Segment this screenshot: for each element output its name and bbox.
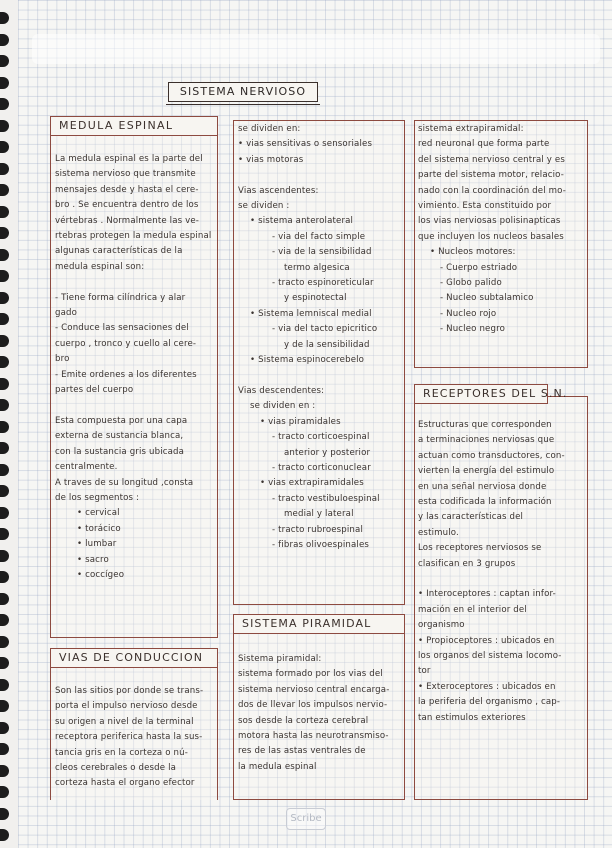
text-line: - tracto corticonuclear [272, 462, 371, 473]
segment-item [55, 568, 217, 583]
spiral-ring [0, 786, 9, 798]
vias-conduccion-text [55, 684, 217, 792]
spiral-ring [0, 77, 9, 89]
spiral-ring [0, 722, 9, 734]
text-line: y las características del [418, 512, 524, 523]
text-line: Vias descendentes: [238, 385, 325, 396]
text-line: los vias nerviosas polisinapticas [418, 216, 561, 227]
spiral-ring [0, 120, 9, 132]
spiral-ring [0, 442, 9, 454]
text-line: estimulo. [418, 527, 459, 538]
text-line: vértebras . Normalmente las ve- [55, 215, 200, 226]
text-line: Son las sitios por donde se trans- [55, 686, 204, 696]
text-line: La medula espinal es la parte del [55, 154, 203, 164]
text-line: cuerpo , tronco y cuello al cere- [55, 338, 197, 349]
text-line: Esta compuesta por una capa [55, 415, 188, 426]
text-line: partes del cuerpo [55, 385, 134, 396]
text-line: dos de llevar los impulsos nervio- [238, 700, 388, 711]
spiral-ring [0, 679, 9, 691]
spiral-ring [0, 636, 9, 648]
text-line: se dividen en : [250, 401, 316, 412]
text-line: • Sistema lemniscal medial [250, 308, 372, 319]
text-line: nado con la coordinación del mo- [418, 185, 566, 196]
text-line: sistema extrapiramidal: [418, 124, 524, 134]
text-line: los organos del sistema locomo- [418, 651, 562, 662]
text-line: - Conduce las sensaciones del [55, 323, 189, 334]
text-line: • Sistema espinocerebelo [250, 355, 365, 366]
text-line: • vias piramidales [260, 416, 341, 427]
spiral-ring [0, 485, 9, 497]
text-line: gado [55, 308, 78, 319]
spiral-ring [0, 700, 9, 712]
text-line: se dividen en: [238, 124, 301, 134]
bullet-icon: • [77, 523, 86, 534]
text-line: • vias sensitivas o sensoriales [238, 139, 373, 150]
text-line: • Propioceptores : ubicados en [418, 635, 555, 646]
text-line: - Tiene forma cilíndrica y alar [55, 292, 186, 303]
text-line: externa de sustancia blanca, [55, 431, 184, 442]
text-line: sistema nervioso central encarga- [238, 684, 390, 695]
segment-label: lumbar [85, 539, 117, 550]
text-line: centralmente. [55, 462, 118, 473]
text-line: se dividen : [238, 201, 290, 212]
text-line: Sistema piramidal: [238, 654, 322, 664]
text-line: tancia gris en la corteza o nú- [55, 747, 188, 758]
text-line: y de la sensibilidad [284, 339, 370, 350]
spiral-ring [0, 227, 9, 239]
bullet-icon: • [77, 539, 86, 550]
text-line: la medula espinal [238, 761, 317, 772]
spiral-ring [0, 55, 9, 67]
segment-item [55, 537, 217, 552]
spiral-ring [0, 507, 9, 519]
spiral-ring [0, 163, 9, 175]
text-line: sos desde la corteza cerebral [238, 715, 369, 726]
text-line [55, 398, 217, 413]
text-line: cleos cerebrales o desde la [55, 763, 177, 774]
text-line: actuan como transductores, con- [418, 450, 565, 461]
spiral-ring [0, 765, 9, 777]
spiral-ring [0, 743, 9, 755]
text-line: - via del tacto epicritico [272, 324, 378, 335]
text-line: red neuronal que forma parte [418, 139, 550, 150]
spiral-ring [0, 184, 9, 196]
spiral-ring [0, 399, 9, 411]
text-line: - via de la sensibilidad [272, 247, 372, 258]
text-line: algunas características de la [55, 246, 183, 257]
text-line: sistema formado por los vias del [238, 669, 383, 680]
text-line: organismo [418, 620, 465, 631]
text-line: clasifican en 3 grupos [418, 558, 516, 569]
spiral-binding [0, 0, 18, 848]
text-line [238, 168, 404, 183]
text-line: Estructuras que corresponden [418, 420, 552, 430]
spiral-ring [0, 614, 9, 626]
segment-label: torácico [85, 523, 121, 534]
text-line: parte del sistema motor, relacio- [418, 170, 564, 181]
text-line: su origen a nivel de la terminal [55, 716, 194, 727]
text-line: - Nucleo subtalamico [440, 293, 534, 304]
text-line: sistema nervioso que transmite [55, 169, 196, 180]
spiral-ring [0, 657, 9, 669]
page-title: SISTEMA NERVIOSO [168, 82, 318, 102]
text-line: • Interoceptores : captan infor- [418, 589, 556, 600]
spiral-ring [0, 335, 9, 347]
sistema-piramidal-text [238, 652, 404, 775]
watermark-logo: Scribe [286, 808, 326, 830]
medula-espinal-title: MEDULA ESPINAL [50, 116, 218, 136]
spiral-ring [0, 378, 9, 390]
text-line: A traves de su longitud ,consta [55, 477, 194, 488]
text-line [55, 275, 217, 290]
text-line: Los receptores nerviosos se [418, 543, 542, 554]
text-line: que incluyen los nucleos basales [418, 231, 564, 242]
text-line: - tracto corticoespinal [272, 432, 370, 443]
spiral-ring [0, 464, 9, 476]
spiral-ring [0, 550, 9, 562]
spiral-ring [0, 292, 9, 304]
spiral-ring [0, 593, 9, 605]
bullet-icon: • [77, 554, 86, 565]
receptores-title: RECEPTORES DEL S.N. [414, 384, 548, 404]
text-line: tan estimulos exteriores [418, 712, 526, 723]
spiral-ring [0, 141, 9, 153]
text-line: en una señal nerviosa donde [418, 481, 547, 492]
vias-conduccion-title: VIAS DE CONDUCCION [50, 648, 218, 668]
text-line: • sistema anterolateral [250, 216, 354, 227]
sistema-piramidal-title: SISTEMA PIRAMIDAL [233, 614, 405, 634]
text-line: - fibras olivoespinales [272, 539, 370, 550]
spiral-ring [0, 356, 9, 368]
spiral-ring [0, 571, 9, 583]
text-line: del sistema nervioso central y es [418, 154, 565, 165]
text-line: bro . Se encuentra dentro de los [55, 200, 199, 211]
text-line: - Nucleo negro [440, 324, 505, 335]
bullet-icon: • [77, 569, 86, 580]
text-line: res de las astas ventrales de [238, 746, 366, 757]
text-line: corteza hasta el organo efector [55, 778, 195, 789]
text-line: y espinotectal [284, 293, 347, 304]
text-line: • Nucleos motores: [430, 247, 516, 258]
segment-item [55, 522, 217, 537]
text-line: tor [418, 666, 431, 677]
text-line [238, 368, 404, 383]
spiral-ring [0, 206, 9, 218]
text-line: - tracto rubroespinal [272, 524, 363, 535]
text-line [418, 572, 588, 587]
text-line: • vias extrapiramidales [260, 478, 364, 489]
spiral-ring [0, 98, 9, 110]
text-line: porta el impulso nervioso desde [55, 701, 198, 712]
text-line: con la sustancia gris ubicada [55, 446, 185, 457]
spiral-ring [0, 12, 9, 24]
extrapiramidal-text [418, 122, 588, 338]
text-line: receptora periferica hasta la sus- [55, 732, 203, 743]
text-line: - Cuerpo estriado [440, 262, 518, 273]
text-line: bro [55, 354, 70, 365]
vias-text [238, 122, 404, 553]
text-line: • vias motoras [238, 154, 304, 165]
spiral-ring [0, 34, 9, 46]
text-line: vierten la energía del estimulo [418, 466, 555, 477]
text-line: medial y lateral [284, 509, 354, 520]
text-line: vimiento. Esta constituido por [418, 201, 552, 212]
text-line: Vias ascendentes: [238, 185, 319, 196]
bullet-icon: • [77, 508, 86, 519]
text-line: de los segmentos : [55, 492, 140, 503]
receptores-text [418, 418, 588, 726]
segment-label: coccígeo [85, 569, 125, 580]
text-line: • Exteroceptores : ubicados en [418, 681, 556, 692]
text-line: mación en el interior del [418, 604, 527, 615]
text-line: mensajes desde y hasta el cere- [55, 184, 199, 195]
text-line: - Emite ordenes a los diferentes [55, 369, 197, 380]
spiral-ring [0, 421, 9, 433]
text-line: esta codificada la información [418, 497, 552, 508]
spiral-ring [0, 249, 9, 261]
segment-label: sacro [85, 554, 109, 565]
text-line: anterior y posterior [284, 447, 371, 458]
page-header-band [32, 34, 600, 64]
spiral-ring [0, 808, 9, 820]
text-line: la periferia del organismo , cap- [418, 697, 561, 708]
spiral-ring [0, 270, 9, 282]
spiral-ring [0, 528, 9, 540]
text-line: - tracto espinoreticular [272, 278, 374, 289]
spiral-ring [0, 829, 9, 841]
segment-item [55, 553, 217, 568]
text-line: - Nucleo rojo [440, 308, 497, 319]
text-line: - Globo palido [440, 278, 502, 289]
text-line: - via del facto simple [272, 231, 366, 242]
text-line: medula espinal son: [55, 261, 145, 272]
text-line: - tracto vestibuloespinal [272, 493, 380, 504]
segment-label: cervical [85, 508, 120, 519]
text-line: termo algesica [284, 262, 350, 273]
text-line: rtebras protegen la medula espinal [55, 231, 212, 242]
medula-espinal-text [55, 152, 217, 583]
segment-item [55, 506, 217, 521]
text-line: motora hasta las neurotransmiso- [238, 731, 389, 742]
text-line: a terminaciones nerviosas que [418, 435, 555, 446]
spiral-ring [0, 313, 9, 325]
